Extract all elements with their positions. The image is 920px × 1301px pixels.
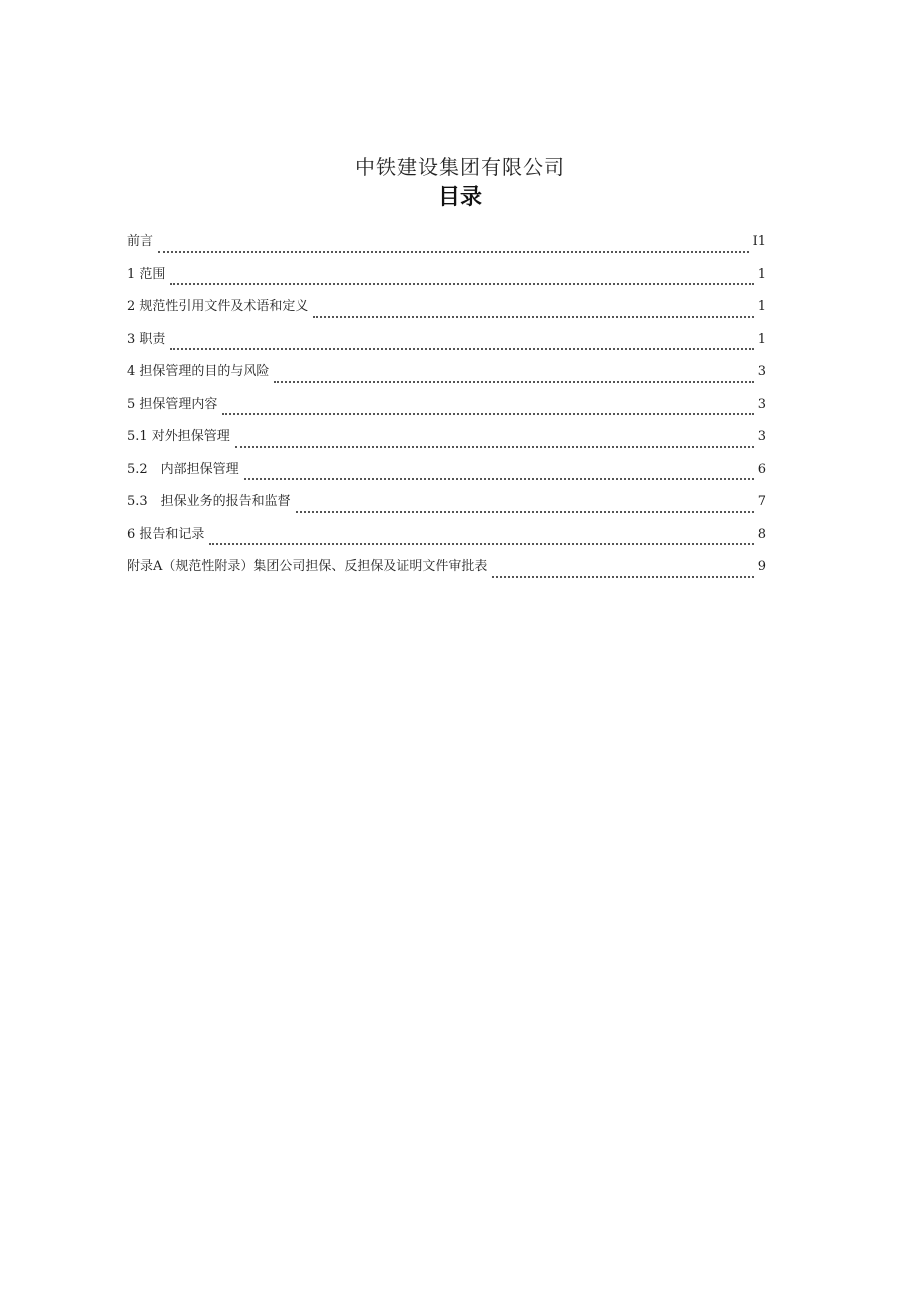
toc-entry-internal-guarantee[interactable]	[127, 458, 766, 491]
toc-entry-label: 附录A（规范性附录）集团公司担保、反担保及证明文件审批表	[127, 559, 488, 574]
toc-entry-preface[interactable]	[127, 230, 766, 263]
toc-entry-page: 9	[757, 559, 766, 574]
toc-entry-label: 5.3 担保业务的报告和监督	[127, 494, 291, 509]
table-of-contents	[127, 230, 766, 588]
toc-entry-responsibilities[interactable]	[127, 328, 766, 361]
dot-leader	[170, 274, 753, 285]
dot-leader	[244, 469, 754, 480]
dot-leader	[235, 437, 754, 448]
toc-entry-page: 1	[757, 299, 766, 314]
toc-entry-external-guarantee[interactable]	[127, 425, 766, 458]
dot-leader	[158, 242, 749, 253]
toc-entry-label: 前言	[127, 234, 154, 249]
toc-entry-label: 1 范围	[127, 266, 166, 282]
toc-entry-page: 1	[757, 266, 766, 282]
toc-entry-page: I1	[752, 234, 766, 249]
dot-leader	[296, 502, 754, 513]
toc-entry-label: 4 担保管理的目的与风险	[127, 364, 270, 379]
toc-entry-management-content[interactable]	[127, 393, 766, 426]
page-title: 目录	[437, 185, 482, 210]
dot-leader	[209, 534, 753, 545]
toc-entry-page: 3	[757, 364, 766, 379]
toc-entry-page: 8	[757, 526, 766, 542]
toc-entry-reports-records[interactable]	[127, 523, 766, 556]
toc-entry-appendix-a[interactable]	[127, 555, 766, 588]
toc-entry-page: 6	[757, 461, 766, 477]
toc-entry-references[interactable]	[127, 295, 766, 328]
toc-entry-page: 3	[757, 396, 766, 412]
toc-entry-reporting-supervision[interactable]	[127, 490, 766, 523]
toc-entry-label: 5 担保管理内容	[127, 396, 218, 412]
toc-entry-purpose-risk[interactable]	[127, 360, 766, 393]
toc-entry-page: 7	[757, 494, 766, 509]
dot-leader	[222, 404, 753, 415]
toc-entry-label: 2 规范性引用文件及术语和定义	[127, 299, 309, 314]
toc-entry-label: 3 职责	[127, 331, 166, 347]
toc-entry-page: 3	[757, 429, 766, 444]
toc-entry-page: 1	[757, 331, 766, 347]
dot-leader	[274, 372, 753, 383]
company-name: 中铁建设集团有限公司	[355, 155, 565, 179]
toc-entry-label: 6 报告和记录	[127, 526, 205, 542]
toc-entry-label: 5.1 对外担保管理	[127, 429, 230, 444]
dot-leader	[170, 339, 753, 350]
toc-entry-scope[interactable]	[127, 263, 766, 296]
dot-leader	[313, 307, 753, 318]
dot-leader	[492, 567, 753, 578]
toc-entry-label: 5.2 内部担保管理	[127, 461, 239, 477]
